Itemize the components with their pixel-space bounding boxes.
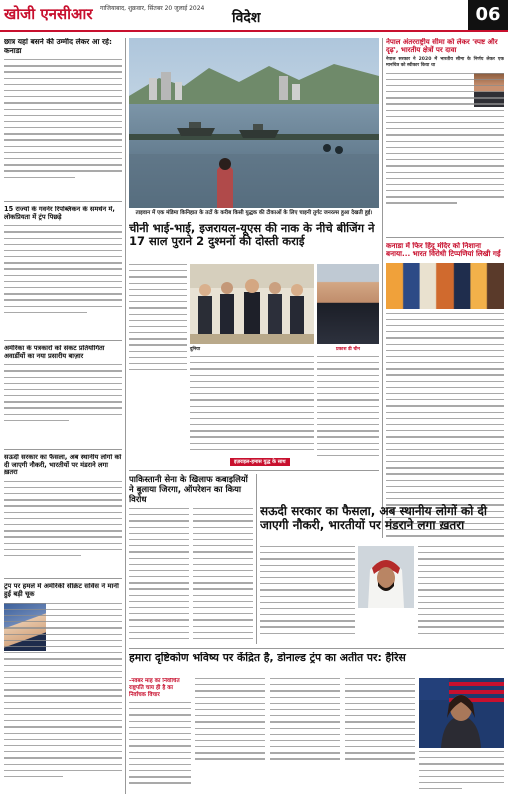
story-china-body-right — [317, 356, 379, 466]
story-body — [129, 508, 253, 644]
saudi-prince-illustration — [358, 546, 414, 608]
page-number: 06 — [468, 0, 508, 30]
story-body — [4, 59, 122, 178]
story-headline: पाकिस्तानी सेना के खिलाफ कबाइलियों ने बुलाया जिरगा, ऑपरेशन का किया विरोध — [129, 474, 248, 504]
lead-photo-caption: ताइवान में एक मंडिमा किनिहात के तटों के करीब किसी युद्धक की टीकाओं के लिए चाइनी तुर्गट जनरल्स हुआ देखती हुई। — [135, 210, 373, 216]
china-meeting-photo — [190, 264, 314, 344]
story-body — [418, 546, 504, 634]
story-body — [4, 364, 122, 421]
canada-temple-photo — [386, 263, 504, 309]
story-harris-body-right — [419, 751, 504, 796]
story-body — [129, 264, 187, 370]
story-headline: ट्रंप पर हमले में अमेरिकी सीक्रेट सर्विस ने मानी हुई बड़ी चूक — [4, 583, 119, 598]
story-body — [317, 356, 379, 456]
story-left-4 — [4, 454, 122, 574]
story-saudi-body-right — [418, 546, 504, 644]
section-title: विदेश — [232, 10, 261, 26]
china-tagline: इज़राइल-हमास युद्ध के साथ — [230, 458, 290, 466]
story-nepal — [386, 38, 504, 236]
story-body — [4, 225, 122, 313]
harbor-illustration — [129, 38, 379, 208]
divider — [4, 340, 122, 341]
divider — [129, 470, 379, 471]
china-photo-caption: दुनिया — [190, 347, 201, 352]
story-saudi-body — [260, 546, 355, 644]
divider — [129, 648, 504, 649]
divider — [4, 578, 122, 579]
story-harris — [129, 652, 504, 674]
story-china-body-left — [129, 264, 187, 379]
divider — [386, 237, 504, 238]
masthead — [0, 0, 508, 32]
story-pakistan — [129, 474, 253, 644]
story-headline: अमेरिका के पत्रकारों को संकट प्रतियोगिता अवार्डीयों का नया प्रसारीय बाज़ार — [4, 345, 105, 360]
lead-photo-harbor — [129, 38, 379, 208]
story-headline: चीनी भाई-भाई, इजरायल-यूएस की नाक के नीचे बीजिंग ने 17 साल पुराने 2 दुश्मनों की दोस्ती कराई — [129, 222, 375, 248]
story-headline: 15 राज्यों के गवर्नर रिपब्लिकन के समर्थन में, लोकप्रियता में ट्रंप पिछड़े — [4, 206, 115, 221]
china-portrait-caption: प्रकाश डी चीन — [336, 347, 360, 352]
story-left-2 — [4, 206, 122, 336]
story-china-body-mid — [190, 356, 314, 456]
newspaper-logo: खोजी एनसीआर — [4, 5, 93, 23]
diplomats-illustration — [190, 264, 314, 344]
story-left-1 — [4, 38, 122, 198]
story-canada — [386, 242, 504, 538]
story-saudi — [260, 504, 504, 544]
harris-illustration — [419, 678, 504, 748]
story-headline: हमारा दृष्टिकोण भविष्य पर केंद्रित है, डोनाल्ड ट्रंप का अतीत पर: हैरिस — [129, 652, 406, 664]
divider — [4, 201, 122, 202]
story-body — [4, 481, 122, 557]
story-body — [419, 751, 504, 789]
story-headline: सऊदी सरकार का फैसला, अब स्थानीय लोगों को दी जाएगी नौकरी, भारतीयों पर मंडराने लगा ख़तरा — [4, 454, 122, 477]
story-china — [129, 222, 379, 262]
divider — [4, 449, 122, 450]
column-rule — [256, 474, 257, 644]
story-headline: सऊदी सरकार का फैसला, अब स्थानीय लोगों को दी जाएगी नौकरी, भारतीयों पर मंडराने लगा ख़तरा — [260, 504, 488, 532]
story-left-5 — [4, 583, 122, 796]
harris-photo — [419, 678, 504, 748]
issue-date: गाजियाबाद, शुक्रवार, सिंतबर 20 जुलाई 2024 — [100, 5, 205, 12]
story-body — [129, 702, 191, 784]
story-body — [190, 356, 314, 450]
story-body — [386, 73, 504, 204]
saudi-prince-photo — [358, 546, 414, 608]
story-subhead: -नवंबर माह का निर्वाचित राष्ट्रपति चाय ही है का निर्वाचक विचार — [129, 678, 180, 698]
story-byline: नेपाल सरकार ने 2020 में भारतीय सीमा के निर्णय लेकर एक मानचित्र को स्वीकार किया था — [386, 57, 504, 69]
story-body — [195, 678, 415, 765]
story-body — [260, 546, 355, 634]
story-harris-sub — [129, 678, 191, 796]
story-headline: छात्र यहां बसने की उम्मीद लेकर आ रहे: कनाडा — [4, 38, 112, 55]
story-left-3 — [4, 345, 122, 445]
nepal-leader-photo — [474, 73, 504, 107]
story-harris-body — [195, 678, 415, 796]
column-rule — [382, 38, 383, 538]
china-portrait-photo — [317, 264, 379, 344]
story-headline: कनाडा में फिर हिंदू मंदिर को निशाना बनाया... भारत विरोधी टिप्पणियां लिखी गईं — [386, 242, 501, 259]
column-rule — [125, 38, 126, 794]
story-headline: नेपाल अंतरराष्ट्रीय सीमा को लेकर 'स्पष्ट और दृढ़', भारतीय क्षेत्रों पर दावा — [386, 38, 498, 55]
